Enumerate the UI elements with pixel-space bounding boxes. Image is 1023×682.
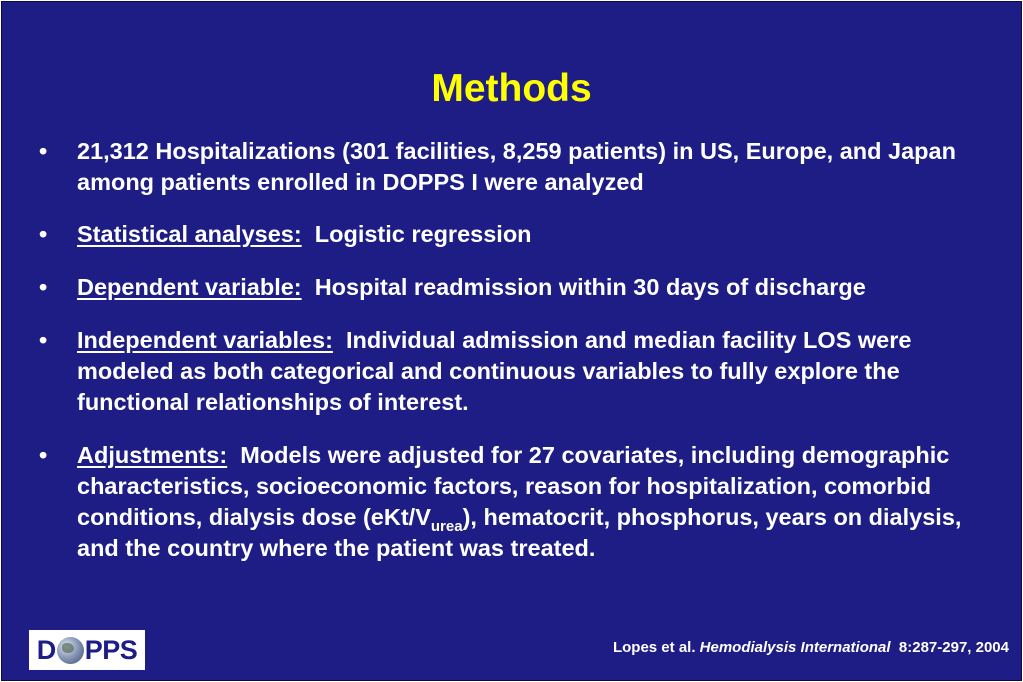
bullet-text: Hospital readmission within 30 days of discharge xyxy=(314,274,866,300)
slide xyxy=(1,1,1022,681)
citation-reference: 8:287-297, 2004 xyxy=(898,639,1009,656)
bullet-text: Models were adjusted for 27 covariates, including demographic characteristics, socioeconomic factors, reason for hospitalization, comorbid conditions, dialysis dose (eKt/V xyxy=(77,442,950,530)
bullet-item xyxy=(38,440,998,564)
bullet-marker: • xyxy=(39,327,48,353)
subscript-urea: urea xyxy=(430,518,463,535)
bullet-item xyxy=(38,325,998,418)
bullet-item xyxy=(38,136,998,198)
bullet-marker: • xyxy=(39,138,48,164)
dopps-logo xyxy=(29,630,145,670)
bullet-text: 21,312 Hospitalizations (301 facilities, 8,259 patients) in US, Europe, and Japan among patients enrolled in DOPPS I were analyzed xyxy=(77,138,956,195)
citation xyxy=(613,639,1009,656)
bullet-text: Logistic regression xyxy=(314,221,532,247)
citation-authors: Lopes et al. xyxy=(612,639,696,656)
bullet-label: Adjustments: xyxy=(77,442,228,468)
bullet-marker: • xyxy=(39,442,48,468)
globe-icon xyxy=(57,637,84,664)
bullet-list xyxy=(38,136,998,564)
logo-text-right: PPS xyxy=(84,634,138,665)
bullet-label: Independent variables: xyxy=(77,327,333,353)
bullet-label: Statistical analyses: xyxy=(77,221,302,247)
logo-text-left: D xyxy=(36,634,56,665)
bullet-marker: • xyxy=(39,274,48,300)
bullet-marker: • xyxy=(39,221,48,247)
bullet-item xyxy=(38,272,998,303)
bullet-label: Dependent variable: xyxy=(77,274,302,300)
bullet-item xyxy=(38,219,998,250)
slide-title: Methods xyxy=(431,67,592,110)
citation-journal: Hemodialysis International xyxy=(699,639,891,656)
bullet-text-continued: ), hematocrit, phosphorus, years on dialysis, and the country where the patient was treated. xyxy=(77,504,962,561)
bullet-text: Individual admission and median facility LOS were modeled as both categorical and continuous variables to fully explore the functional relationships of interest. xyxy=(77,327,912,415)
